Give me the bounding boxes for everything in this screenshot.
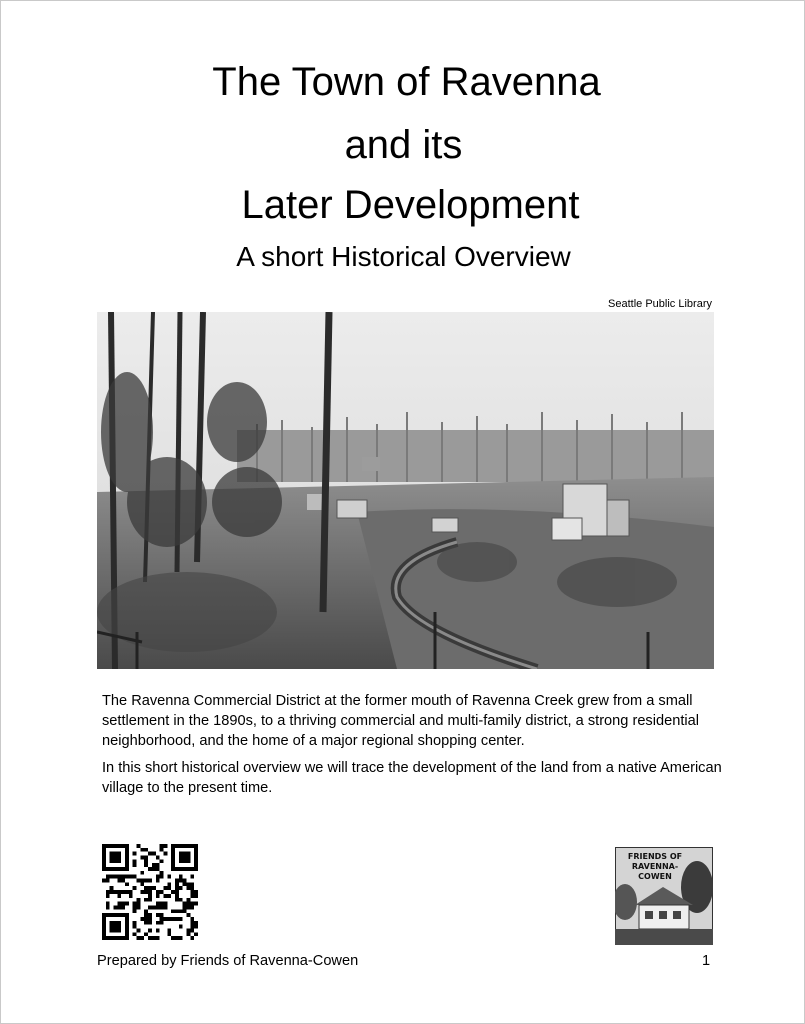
logo-text-1: FRIENDS OF [627,852,683,861]
logo-text-2: RAVENNA- [631,862,679,871]
subtitle: A short Historical Overview [236,241,571,272]
page-number: 1 [702,953,711,969]
title-line-2: and its [344,123,463,167]
title-line-1: The Town of Ravenna [212,60,601,104]
historic-photo [97,312,714,669]
friends-of-ravenna-cowen-logo [615,847,713,945]
photo-credit: Seattle Public Library [608,298,712,310]
qr-code[interactable] [102,844,198,940]
intro-paragraph-2: In this short historical overview we will trace the development of the land from a native American village to the present time. [102,760,722,796]
logo-text-3: COWEN [638,872,672,881]
title-line-3: Later Development [241,183,580,227]
intro-paragraph-1: The Ravenna Commercial District at the former mouth of Ravenna Creek grew from a small settlement in the 1890s, to a thriving commercial and multi-family district, a strong residential neighborhood, and the home of a major regional shopping center. [102,693,699,749]
prepared-by-credit: Prepared by Friends of Ravenna-Cowen [97,953,359,969]
